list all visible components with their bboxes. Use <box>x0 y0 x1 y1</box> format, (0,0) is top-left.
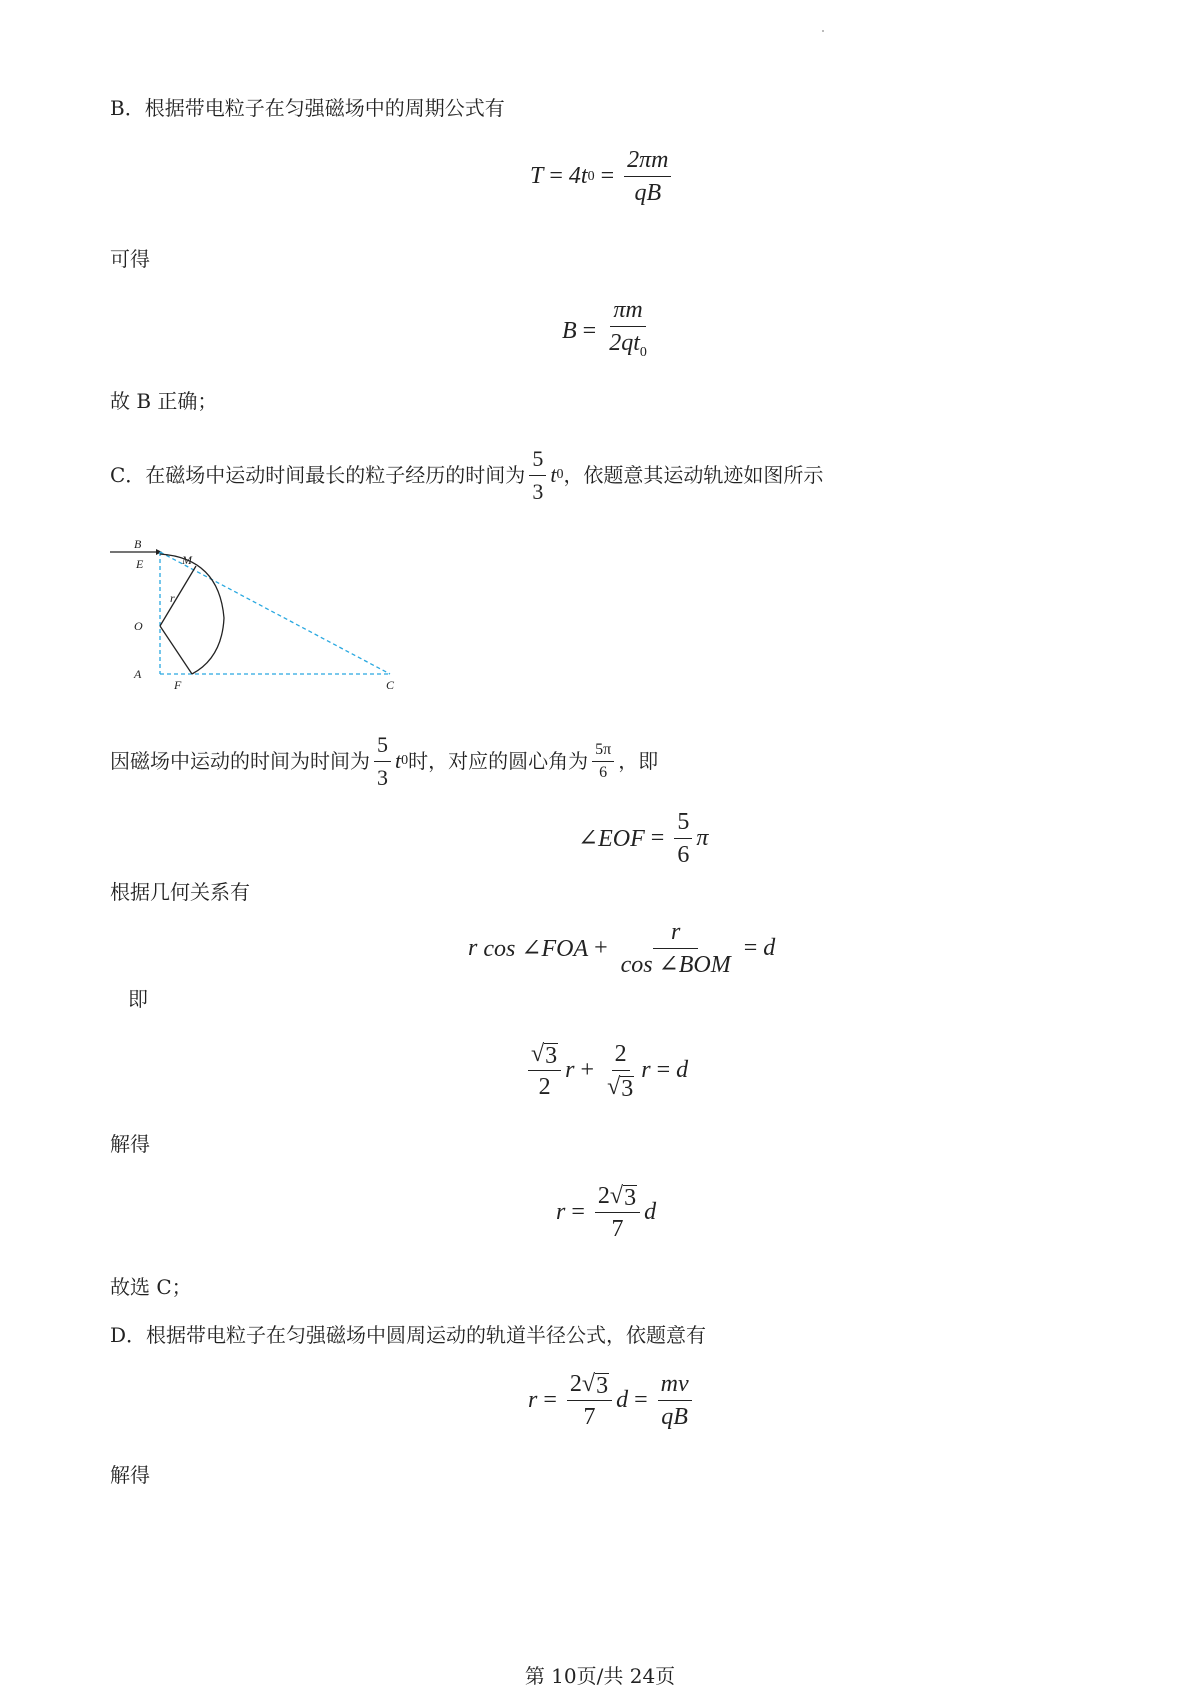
sqrt2-sign: √ <box>607 1074 621 1100</box>
label-F: F <box>174 678 182 692</box>
label-M: M <box>182 553 192 567</box>
label-C: C <box>386 678 395 692</box>
c-time-sub: 0 <box>556 467 564 482</box>
period-mid: 4t <box>568 163 588 189</box>
yin-time-sub: 0 <box>401 753 409 768</box>
yin-angle-num: 5π <box>592 741 614 762</box>
geom-den: cos ∠BOM <box>620 952 731 978</box>
eof-fraction <box>674 808 692 869</box>
rres-fraction <box>595 1182 640 1243</box>
boundary-diagonal-dashed <box>160 552 390 674</box>
field-den-sub: 0 <box>639 345 647 360</box>
sqrt2 <box>607 1073 634 1101</box>
c-time-den: 3 <box>532 478 544 504</box>
sqrt-frac1-den: 2 <box>538 1074 551 1100</box>
rres-eq: = <box>571 1199 585 1225</box>
ji-text: 即 <box>128 987 148 1011</box>
field-lhs: B <box>562 318 577 344</box>
yin-mid: 时，对应的圆心角为 <box>408 749 589 773</box>
b-correct-text: 故 B 正确； <box>110 389 218 413</box>
yin-post: ，即 <box>618 749 659 773</box>
rres-lhs: r <box>556 1199 566 1225</box>
rmv-den2: qB <box>661 1404 688 1430</box>
rmv-den1: 7 <box>583 1404 596 1430</box>
jiede2-text: 解得 <box>110 1463 150 1487</box>
radius-OF <box>160 626 192 674</box>
c-time-fraction <box>529 445 546 506</box>
eof-eq: = <box>650 825 665 851</box>
sqrt-frac2-num: 2 <box>612 1040 630 1071</box>
sqrt-equation <box>524 1040 688 1101</box>
sqrt-frac1-num <box>528 1040 561 1071</box>
eof-tail: π <box>696 825 709 851</box>
sqrt-frac1 <box>528 1040 561 1101</box>
rres-num-coef: 2 <box>597 1183 610 1209</box>
d-intro-text: D．根据带电粒子在匀强磁场中圆周运动的轨道半径公式，依题意有 <box>110 1323 707 1347</box>
label-r: r <box>170 591 175 605</box>
field-equation <box>562 296 654 367</box>
period-fraction <box>624 146 671 207</box>
eof-equation <box>578 808 708 869</box>
sqrt-v1: r <box>565 1057 575 1083</box>
sqrt1-sign: √ <box>531 1041 545 1067</box>
period-num: 2πm <box>624 146 671 177</box>
sqrt-eq: = <box>656 1057 671 1083</box>
rmv-lhs: r <box>528 1387 538 1413</box>
eof-num: 5 <box>674 808 692 839</box>
field-num: πm <box>610 296 645 327</box>
r-result-equation <box>556 1182 656 1243</box>
b-intro-text: B．根据带电粒子在匀强磁场中的周期公式有 <box>110 96 505 120</box>
c-intro-line <box>110 444 823 506</box>
period-lhs: T <box>530 163 544 189</box>
label-A: A <box>134 667 142 681</box>
geom-text: 根据几何关系有 <box>110 880 250 904</box>
radius-OM <box>160 566 196 626</box>
rmv-mid: d <box>616 1387 629 1413</box>
choose-c-text: 故选 C； <box>110 1275 192 1299</box>
yin-pre: 因磁场中运动的时间为时间为 <box>110 749 370 773</box>
eof-lhs: ∠EOF <box>578 826 645 852</box>
sqrt2-radicand: 3 <box>621 1076 634 1102</box>
c-time-num: 5 <box>529 445 546 476</box>
rres-sqrt <box>610 1182 637 1210</box>
period-equation <box>530 146 675 207</box>
geom-rhs: d <box>763 935 776 961</box>
c-intro-post: ，依题意其运动轨迹如图所示 <box>563 463 824 487</box>
sqrt1 <box>531 1040 558 1068</box>
trajectory-diagram <box>104 528 404 698</box>
c-time-var: t <box>550 462 557 487</box>
geom-a: r <box>468 935 478 961</box>
geom-b: cos ∠FOA <box>483 936 589 962</box>
rmv-sqrt-sign: √ <box>581 1371 596 1397</box>
yin-angle-den: 6 <box>599 763 608 781</box>
rres-sqrt-sign: √ <box>609 1183 624 1209</box>
rmv-frac2 <box>658 1370 692 1431</box>
eof-den: 6 <box>677 842 690 868</box>
sqrt-v2: r <box>641 1057 651 1083</box>
geom-plus: + <box>594 935 608 961</box>
label-E: E <box>136 557 144 571</box>
yin-time-den: 3 <box>377 764 388 790</box>
yin-time-num: 5 <box>374 731 391 762</box>
geom-eq: = <box>743 935 758 961</box>
sqrt-rhs: d <box>676 1057 689 1083</box>
geom-equation <box>468 918 775 979</box>
period-eq1: = <box>549 163 563 189</box>
rmv-num2: mv <box>658 1370 692 1401</box>
rmv-radicand: 3 <box>596 1373 609 1399</box>
period-mid-sub: 0 <box>587 168 595 184</box>
sqrt1-radicand: 3 <box>545 1043 558 1069</box>
rres-tail: d <box>644 1199 657 1225</box>
c-intro-pre: C．在磁场中运动时间最长的粒子经历的时间为 <box>110 463 526 487</box>
label-O: O <box>134 619 143 633</box>
rmv-frac1 <box>567 1370 612 1431</box>
rmv-sqrt <box>582 1370 609 1398</box>
scan-dot <box>822 30 824 32</box>
yin-time-expr <box>370 731 408 792</box>
field-fraction <box>606 296 650 367</box>
c-time-expr <box>525 445 563 506</box>
rmv-num1 <box>567 1370 612 1401</box>
field-eq: = <box>582 318 597 344</box>
yin-time-fraction <box>374 731 391 792</box>
yin-line <box>110 730 658 792</box>
geom-num: r <box>653 918 698 949</box>
kede-text: 可得 <box>110 247 150 271</box>
rres-den: 7 <box>611 1216 624 1242</box>
yin-time-var: t <box>395 748 402 773</box>
rres-radicand: 3 <box>624 1185 637 1211</box>
period-eq2: = <box>600 163 615 189</box>
rres-num <box>595 1182 640 1213</box>
page-footer: 第 10页/共 24页 <box>524 1664 676 1688</box>
label-B: B <box>134 537 142 551</box>
rmv-num-coef: 2 <box>569 1371 582 1397</box>
yin-angle-fraction <box>592 741 614 782</box>
period-den: qB <box>634 180 662 206</box>
jiede1-text: 解得 <box>110 1132 150 1156</box>
sqrt-frac2 <box>604 1040 637 1101</box>
rmv-eq1: = <box>543 1387 557 1413</box>
r-mv-equation <box>528 1370 696 1431</box>
rmv-eq2: = <box>634 1387 648 1413</box>
sqrt-frac2-den <box>604 1071 637 1101</box>
sqrt-plus: + <box>580 1057 595 1083</box>
geom-fraction <box>618 918 734 979</box>
field-den-main: 2qt <box>609 330 640 356</box>
field-den <box>606 327 650 367</box>
